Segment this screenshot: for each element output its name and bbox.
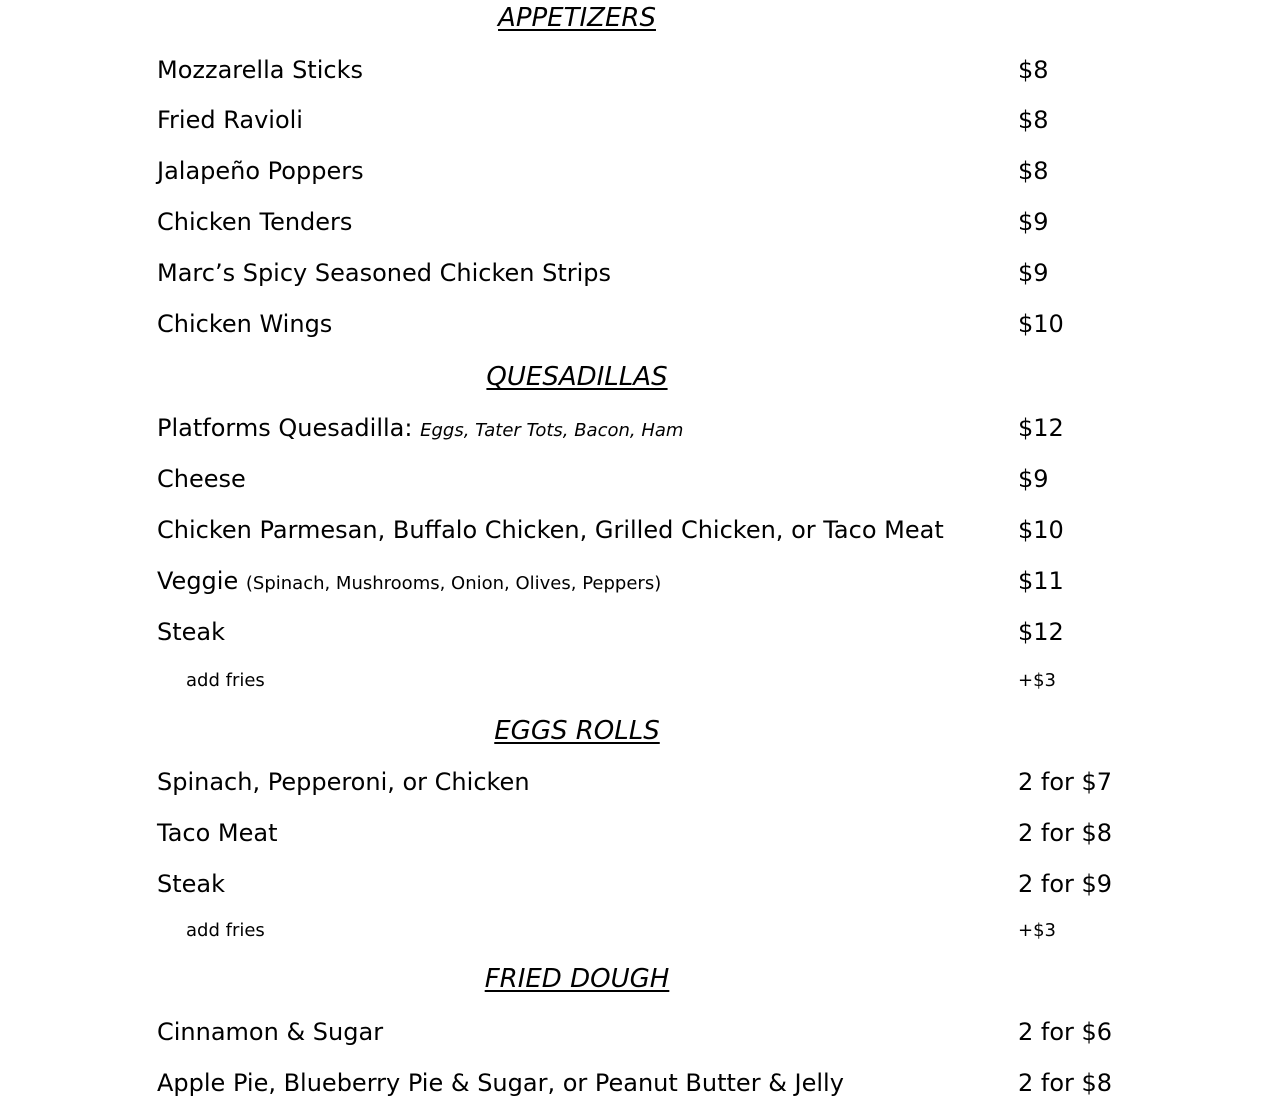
menu-item-price: 2 for $8 [1018,1069,1113,1097]
menu-item-price: 2 for $6 [1018,1018,1113,1046]
section-heading-quesadillas: QUESADILLAS [486,362,668,392]
section-heading-fried-dough: FRIED DOUGH [484,964,670,994]
menu-item-name: Chicken Tenders [157,208,353,236]
menu-item-price: 2 for $9 [1018,870,1113,898]
addon-price: +$3 [1018,920,1056,941]
menu-item-name: Spinach, Pepperoni, or Chicken [157,768,530,796]
menu-item-price: $8 [1018,157,1049,185]
section-heading-appetizers: APPETIZERS [498,3,656,33]
menu-item-price: $10 [1018,310,1064,338]
menu-item-name: Fried Ravioli [157,106,303,134]
addon-name: add fries [186,670,265,691]
menu-item-price: $9 [1018,465,1049,493]
menu-item-price: $8 [1018,56,1049,84]
menu-item-name: Cinnamon & Sugar [157,1018,384,1046]
menu-item-name: Chicken Wings [157,310,333,338]
menu-item-price: $12 [1018,414,1064,442]
menu-item-name: Platforms Quesadilla: [157,414,413,442]
menu-item-price: 2 for $7 [1018,768,1113,796]
menu-item-note: (Spinach, Mushrooms, Onion, Olives, Peppers) [245,573,662,594]
menu-item [157,569,661,593]
menu-item-name: Steak [157,618,226,646]
menu-item-price: $8 [1018,106,1049,134]
menu-item-name: Taco Meat [157,819,278,847]
menu-item-price: $11 [1018,567,1064,595]
menu-item-price: $10 [1018,516,1064,544]
menu-item-price: $9 [1018,259,1049,287]
menu-item-name: Apple Pie, Blueberry Pie & Sugar, or Peanut Butter & Jelly [157,1069,844,1097]
menu-item-name: Marc’s Spicy Seasoned Chicken Strips [157,259,612,287]
menu-item-name: Jalapeño Poppers [157,157,364,185]
menu-item-price: $12 [1018,618,1064,646]
menu-item-price: $9 [1018,208,1049,236]
menu-item-name: Chicken Parmesan, Buffalo Chicken, Grilled Chicken, or Taco Meat [157,516,944,544]
menu-item [157,416,683,440]
menu-item-price: 2 for $8 [1018,819,1113,847]
menu-item-name: Mozzarella Sticks [157,56,363,84]
addon-price: +$3 [1018,670,1056,691]
menu-item-name: Steak [157,870,226,898]
addon-name: add fries [186,920,265,941]
menu-item-name: Veggie [157,567,239,595]
section-heading-egg-rolls: EGGS ROLLS [494,716,660,746]
menu-item-name: Cheese [157,465,246,493]
menu-item-note: Eggs, Tater Tots, Bacon, Ham [420,420,684,441]
